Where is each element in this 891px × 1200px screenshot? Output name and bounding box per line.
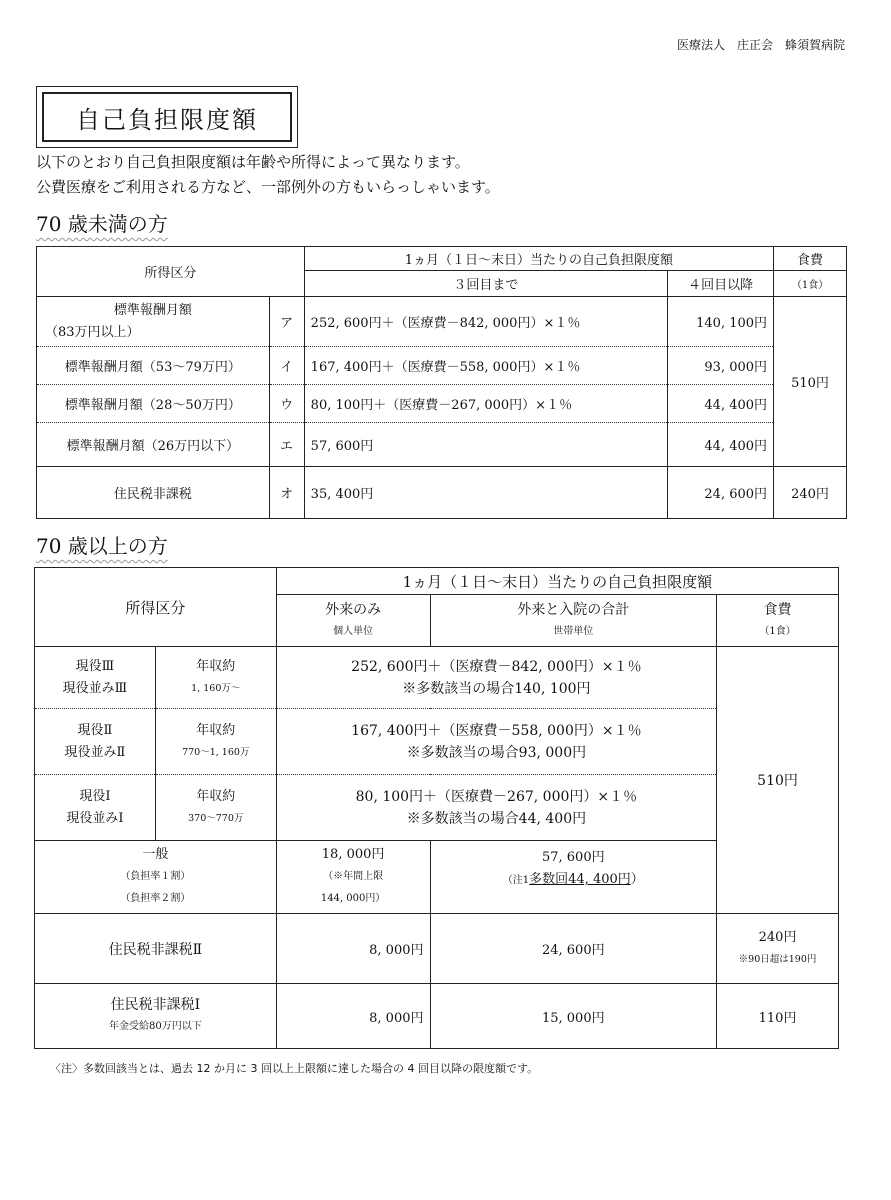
outpatient-limit: 18, 000円 （※年間上限 144, 000円） bbox=[276, 841, 430, 914]
footnote: 〈注〉多数回該当とは、過去 12 か月に 3 回以上上限額に達した場合の 4 回目以降の限度額です。 bbox=[50, 1062, 539, 1075]
income-range: 年収約 770～1, 160万 bbox=[155, 709, 276, 775]
monthly-limit-header: 1ヵ月（１日～末日）当たりの自己負担限度額 bbox=[304, 247, 773, 271]
meal-header: 食費 （1食） bbox=[717, 595, 839, 647]
combined-limit: 24, 600円 bbox=[430, 914, 717, 984]
meal-cost: 510円 bbox=[774, 297, 847, 467]
limit-formula: 80, 100円＋（医療費－267, 000円）×１％ bbox=[304, 385, 667, 423]
outpatient-limit: 8, 000円 bbox=[276, 984, 430, 1049]
category-code: オ bbox=[269, 467, 304, 519]
combined-limit: 15, 000円 bbox=[430, 984, 717, 1049]
meal-cost: 240円 bbox=[774, 467, 847, 519]
limit-formula: 57, 600円 bbox=[304, 423, 667, 467]
title-box bbox=[36, 86, 298, 148]
general-category: 一般 （負担率１割） （負担率２割） bbox=[35, 841, 277, 914]
limit-4th: 93, 000円 bbox=[668, 347, 774, 385]
income-category: 住民税非課税 bbox=[37, 467, 270, 519]
from-4th-header: ４回目以降 bbox=[668, 271, 774, 297]
limit-formula: 252, 600円＋（医療費－842, 000円）×１％ ※多数該当の場合140, 100円 bbox=[276, 647, 716, 709]
income-category: 標準報酬月額（26万円以下） bbox=[37, 423, 270, 467]
monthly-limit-header: 1ヵ月（１日～末日）当たりの自己負担限度額 bbox=[276, 568, 838, 595]
page-title: 自己負担限度額 bbox=[42, 92, 292, 142]
limit-4th: 44, 400円 bbox=[668, 385, 774, 423]
intro-line: 以下のとおり自己負担限度額は年齢や所得によって異なります。 bbox=[36, 153, 470, 171]
income-category-header: 所得区分 bbox=[35, 568, 277, 647]
under70-table bbox=[36, 246, 847, 519]
income-category: 標準報酬月額（53～79万円） bbox=[37, 347, 270, 385]
limit-formula: 80, 100円＋（医療費－267, 000円）×１％ ※多数該当の場合44, 400円 bbox=[276, 775, 716, 841]
income-category-header: 所得区分 bbox=[37, 247, 305, 297]
combined-limit: 57, 600円 （注1多数回44, 400円） bbox=[430, 841, 717, 914]
income-category: 標準報酬月額（28～50万円） bbox=[37, 385, 270, 423]
limit-formula: 35, 400円 bbox=[304, 467, 667, 519]
combined-header: 外来と入院の合計 世帯単位 bbox=[430, 595, 717, 647]
organization-name: 医療法人 庄正会 蜂須賀病院 bbox=[676, 38, 845, 52]
income-category: 標準報酬月額 （83万円以上） bbox=[37, 297, 270, 347]
meal-cost: 510円 bbox=[717, 647, 839, 914]
category-code: ウ bbox=[269, 385, 304, 423]
meal-header: 食費 bbox=[774, 247, 847, 271]
outpatient-header: 外来のみ 個人単位 bbox=[276, 595, 430, 647]
limit-formula: 252, 600円＋（医療費－842, 000円）×１％ bbox=[304, 297, 667, 347]
active-category: 現役Ⅰ 現役並みⅠ bbox=[35, 775, 156, 841]
category-code: エ bbox=[269, 423, 304, 467]
meal-cost: 240円 ※90日超は190円 bbox=[717, 914, 839, 984]
intro-text bbox=[36, 150, 500, 200]
over70-table bbox=[34, 567, 839, 1049]
active-category: 現役Ⅲ 現役並みⅢ bbox=[35, 647, 156, 709]
limit-formula: 167, 400円＋（医療費－558, 000円）×１％ bbox=[304, 347, 667, 385]
meal-unit: （1食） bbox=[774, 271, 847, 297]
limit-4th: 140, 100円 bbox=[668, 297, 774, 347]
meal-cost: 110円 bbox=[717, 984, 839, 1049]
up-to-3rd-header: ３回目まで bbox=[304, 271, 667, 297]
income-range: 年収約 1, 160万～ bbox=[155, 647, 276, 709]
section-title-over70: 70 歳以上の方 bbox=[36, 534, 168, 558]
intro-line: 公費医療をご利用される方など、一部例外の方もいらっしゃいます。 bbox=[36, 178, 500, 196]
limit-4th: 44, 400円 bbox=[668, 423, 774, 467]
category-code: イ bbox=[269, 347, 304, 385]
category-code: ア bbox=[269, 297, 304, 347]
limit-4th: 24, 600円 bbox=[668, 467, 774, 519]
section-title-under70: 70 歳未満の方 bbox=[36, 212, 168, 236]
outpatient-limit: 8, 000円 bbox=[276, 914, 430, 984]
exempt1-category: 住民税非課税Ⅰ 年金受給80万円以下 bbox=[35, 984, 277, 1049]
active-category: 現役Ⅱ 現役並みⅡ bbox=[35, 709, 156, 775]
limit-formula: 167, 400円＋（医療費－558, 000円）×１％ ※多数該当の場合93, 000円 bbox=[276, 709, 716, 775]
income-range: 年収約 370～770万 bbox=[155, 775, 276, 841]
exempt2-category: 住民税非課税Ⅱ bbox=[35, 914, 277, 984]
